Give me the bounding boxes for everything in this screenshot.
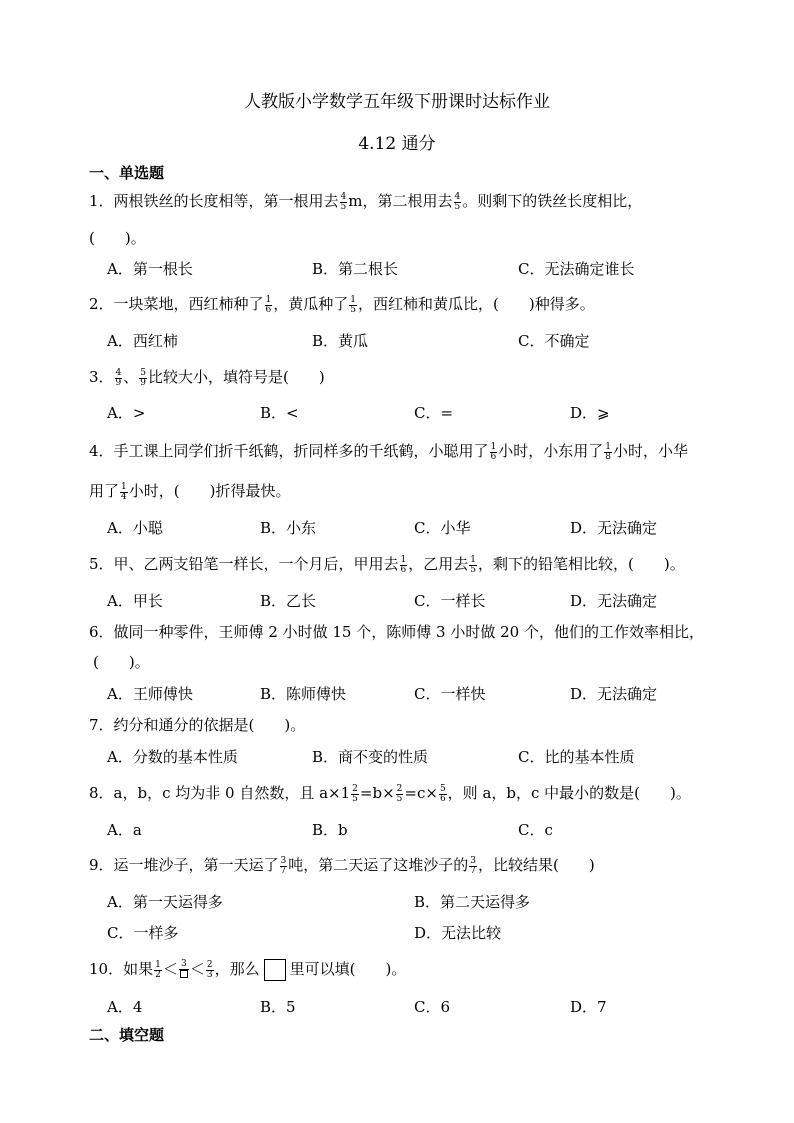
q2-option-c[interactable]: C．不确定: [518, 332, 590, 350]
section-heading-fill-in: 二、填空题: [89, 1026, 165, 1044]
q1-option-b[interactable]: B．第二根长: [312, 260, 399, 278]
fraction: $\frac{1}{5}$: [350, 294, 357, 315]
fraction-with-blank: 3: [179, 960, 189, 981]
q9-option-a[interactable]: A．第一天运得多: [107, 893, 223, 911]
fraction: $\frac{4}{9}$: [115, 367, 122, 388]
question-2: 2．一块菜地，西红柿种了 $\frac{1}{6}$ ，黄瓜种了 $\frac{1}{5}$ ，西红柿和黄瓜比，( )种得多。: [89, 294, 595, 315]
question-5: 5．甲、乙两支铅笔一样长，一个月后，甲用去 $\frac{1}{6}$ ，乙用去 $\frac{1}{5}$ ，剩下的铅笔相比较，( )。: [89, 554, 685, 575]
q3-option-c[interactable]: C．=: [414, 404, 454, 422]
fraction: $\frac{2}{5}$: [396, 783, 403, 804]
q4-option-b[interactable]: B．小东: [260, 519, 317, 537]
question-8: 8．a，b，c 均为非 0 自然数，且 a×1 $\frac{2}{5}$ =b× $\frac{2}{5}$ =c× $\frac{5}{6}$ ，则 a，b，c 中最小的数是( )。: [89, 783, 691, 804]
q10-option-d[interactable]: D．7: [570, 998, 607, 1016]
q6-option-b[interactable]: B．陈师傅快: [260, 685, 347, 703]
q7-option-a[interactable]: A．分数的基本性质: [107, 748, 238, 766]
section-heading-single-choice: 一、单选题: [89, 164, 165, 182]
fraction: $\frac{4}{5}$: [454, 191, 461, 212]
question-6: 6．做同一种零件，王师傅 2 小时做 15 个，陈师傅 3 小时做 20 个，他们的工作效率相比，: [89, 623, 704, 641]
question-9: 9．运一堆沙子，第一天运了 $\frac{3}{7}$ 吨，第二天运了这堆沙子的 $\frac{3}{7}$ ，比较结果( ): [89, 855, 595, 876]
q3-option-b[interactable]: B．<: [260, 404, 299, 422]
fraction: $\frac{4}{5}$: [340, 191, 347, 212]
q5-option-d[interactable]: D．无法确定: [570, 592, 658, 610]
q7-option-b[interactable]: B．商不变的性质: [312, 748, 429, 766]
question-3: 3． $\frac{4}{9}$ 、 $\frac{5}{9}$ 比较大小，填符号是( ): [89, 367, 325, 388]
fraction: $\frac{5}{6}$: [439, 783, 446, 804]
q2-option-a[interactable]: A．西红柿: [107, 332, 178, 350]
question-10: 10．如果 $\frac{1}{2}$ ＜ 3 ＜ $\frac{2}{3}$ ，那么 里可以填( )。: [89, 958, 407, 980]
q3-option-d[interactable]: D．⩾: [570, 404, 610, 422]
q7-option-c[interactable]: C．比的基本性质: [518, 748, 635, 766]
q1-option-a[interactable]: A．第一根长: [107, 260, 193, 278]
page-subtitle: 4.12 通分: [358, 134, 436, 154]
q6-option-c[interactable]: C．一样快: [414, 685, 486, 703]
fraction: $\frac{2}{3}$: [206, 959, 213, 980]
q8-option-b[interactable]: B．b: [312, 821, 348, 839]
fraction: $\frac{1}{4}$: [121, 481, 127, 502]
q10-option-a[interactable]: A．4: [107, 998, 143, 1016]
answer-box[interactable]: [264, 959, 286, 981]
fraction: $\frac{3}{7}$: [280, 855, 287, 876]
question-4: 4．手工课上同学们折千纸鹤，折同样多的千纸鹤，小聪用了 $\frac{1}{6}$ 小时，小东用了 $\frac{1}{8}$ 小时，小华: [89, 441, 689, 462]
q9-option-d[interactable]: D．无法比较: [414, 924, 502, 942]
fraction: $\frac{1}{8}$: [605, 441, 612, 462]
fraction: $\frac{2}{5}$: [352, 783, 358, 804]
q5-option-a[interactable]: A．甲长: [107, 592, 163, 610]
q2-option-b[interactable]: B．黄瓜: [312, 332, 369, 350]
q4-option-c[interactable]: C．小华: [414, 519, 471, 537]
fraction: $\frac{1}{6}$: [265, 294, 272, 315]
q10-option-b[interactable]: B．5: [260, 998, 296, 1016]
fraction: $\frac{5}{9}$: [140, 367, 147, 388]
fraction: $\frac{1}{2}$: [155, 959, 161, 980]
blank-box-icon: [180, 970, 188, 978]
question-1-line-2: ( )。: [89, 229, 146, 247]
q9-option-c[interactable]: C．一样多: [107, 924, 179, 942]
question-4-line-2: 用了 $\frac{1}{4}$ 小时，( )折得最快。: [89, 481, 291, 502]
fraction: $\frac{1}{6}$: [490, 441, 497, 462]
question-7: 7．约分和通分的依据是( )。: [89, 716, 306, 734]
fraction: $\frac{1}{6}$: [400, 554, 407, 575]
fraction: $\frac{1}{5}$: [470, 554, 477, 575]
fraction: $\frac{3}{7}$: [470, 855, 477, 876]
q3-option-a[interactable]: A．>: [107, 404, 146, 422]
page-title: 人教版小学数学五年级下册课时达标作业: [244, 92, 550, 112]
q8-option-c[interactable]: C．c: [518, 821, 553, 839]
question-6-line-2: ( )。: [93, 653, 150, 671]
q9-option-b[interactable]: B．第二天运得多: [414, 893, 531, 911]
q1-option-c[interactable]: C．无法确定谁长: [518, 260, 635, 278]
q6-option-d[interactable]: D．无法确定: [570, 685, 658, 703]
q5-option-c[interactable]: C．一样长: [414, 592, 486, 610]
question-1: 1．两根铁丝的长度相等，第一根用去 $\frac{4}{5}$ m，第二根用去 $\frac{4}{5}$ 。则剩下的铁丝长度相比，: [89, 191, 643, 212]
q6-option-a[interactable]: A．王师傅快: [107, 685, 193, 703]
q4-option-d[interactable]: D．无法确定: [570, 519, 658, 537]
q8-option-a[interactable]: A．a: [107, 821, 142, 839]
q10-option-c[interactable]: C．6: [414, 998, 451, 1016]
q4-option-a[interactable]: A．小聪: [107, 519, 163, 537]
q5-option-b[interactable]: B．乙长: [260, 592, 317, 610]
